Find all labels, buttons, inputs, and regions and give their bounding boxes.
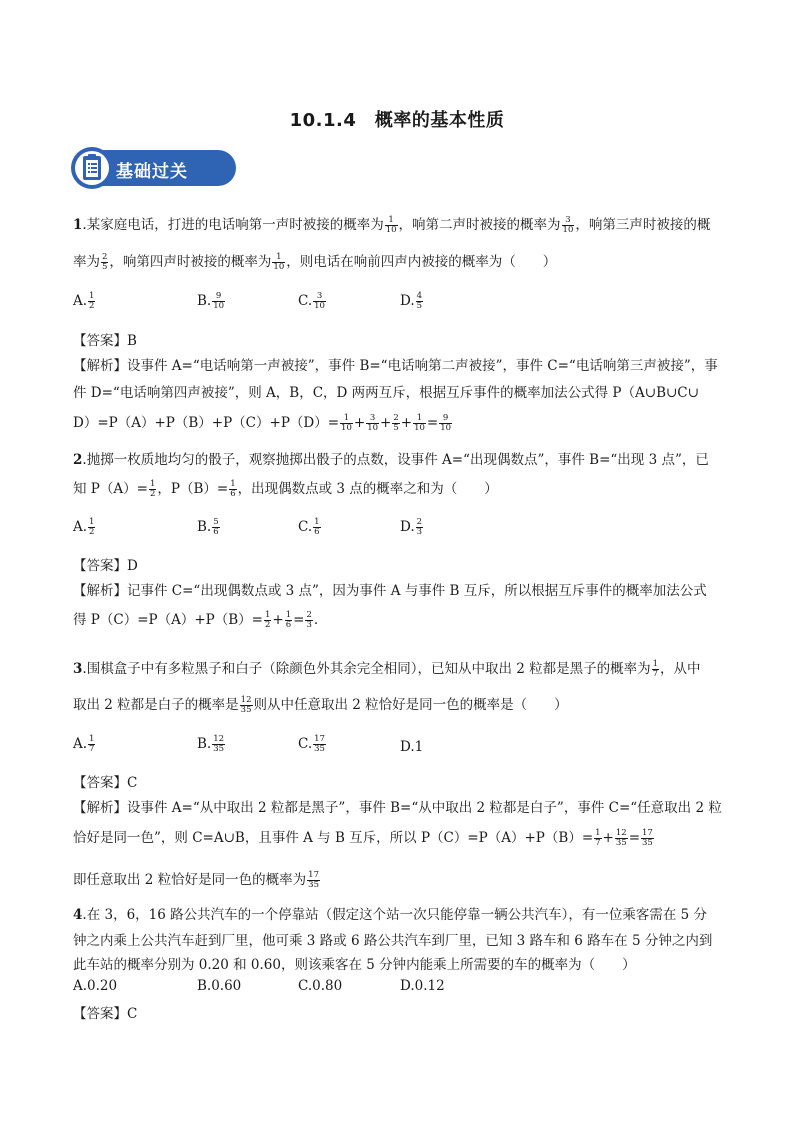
- q1-option-d: D. $\frac{4}{5}$: [400, 291, 423, 311]
- q1-explanation-1: 【解析】设事件 A=“电话响第一声被接”，事件 B=“电话响第二声被接”，事件 C=“电话响第三声被接”，事: [73, 358, 718, 374]
- q3-option-a: A. $\frac{1}{7}$: [73, 734, 95, 754]
- q3-explanation-3: 即任意取出 2 粒恰好是同一色的概率为 $\frac{17}{35}$: [73, 870, 319, 890]
- fraction: $\frac{3}{10}$: [562, 215, 574, 235]
- q1-answer: 【答案】B: [73, 333, 137, 349]
- q3-option-b: B. $\frac{12}{35}$: [197, 734, 225, 754]
- q4-option-d: D.0.12: [400, 978, 445, 994]
- q4-line-2: 钟之内乘上公共汽车赶到厂里，他可乘 3 路或 6 路公共汽车到厂里，已知 3 路车和 6 路车在 5 分钟之内到: [73, 933, 713, 949]
- q4-option-a: A.0.20: [73, 978, 118, 994]
- q2-option-c: C. $\frac{1}{6}$: [298, 517, 320, 537]
- q3-explanation-1: 【解析】设事件 A=“从中取出 2 粒都是黑子”，事件 B=“从中取出 2 粒都是白子”，事件 C=“任意取出 2 粒: [73, 800, 722, 816]
- q2-explanation-1: 【解析】记事件 C=“出现偶数点或 3 点”，因为事件 A 与事件 B 互斥，所以根据互斥事件的概率加法公式: [73, 583, 707, 599]
- q2-option-b: B. $\frac{5}{6}$: [197, 517, 219, 537]
- q2-line-1: 2.抛掷一枚质地均匀的骰子，观察抛掷出骰子的点数，设事件 A=“出现偶数点”，事件 B=“出现 3 点”，已: [73, 452, 709, 468]
- q3-answer: 【答案】C: [73, 775, 138, 791]
- fraction: $\frac{1}{10}$: [385, 215, 397, 235]
- q4-option-b: B.0.60: [197, 978, 242, 994]
- q1-option-b: B. $\frac{9}{10}$: [197, 291, 225, 311]
- q1-explanation-2: 件 D=“电话响第四声被接”，则 A，B，C，D 两两互斥，根据互斥事件的概率加法公式得 P（A∪B∪C∪: [73, 385, 699, 401]
- q2-answer: 【答案】D: [73, 558, 138, 574]
- q3-line-1: 3.围棋盒子中有多粒黑子和白子（除颜色外其余完全相同），已知从中取出 2 粒都是黑子的概率为 $\frac{1}{7}$ ，从中: [73, 659, 701, 679]
- q1-explanation-3: D）=P（A）+P（B）+P（C）+P（D）= $\frac{1}{10}$ + $\frac{3}{10}$ + $\frac{2}{5}$ + $\frac{1}{10}$ = $\frac{9}{10}$: [73, 413, 452, 433]
- q3-line-2: 取出 2 粒都是白子的概率是 $\frac{12}{35}$ 则从中任意取出 2 粒恰好是同一色的概率是（ ）: [73, 695, 568, 715]
- q1-number: 1: [73, 217, 83, 233]
- q4-line-1: 4.在 3，6，16 路公共汽车的一个停靠站（假定这个站一次只能停靠一辆公共汽车），有一位乘客需在 5 分: [73, 907, 708, 923]
- q3-number: 3: [73, 661, 83, 677]
- q4-answer: 【答案】C: [73, 1006, 138, 1022]
- q2-line-2: 知 P（A）= $\frac{1}{2}$ ，P（B）= $\frac{1}{6}$ ，出现偶数点或 3 点的概率之和为（ ）: [73, 479, 498, 499]
- clipboard-icon: [70, 146, 114, 190]
- banner-label: 基础过关: [116, 162, 188, 182]
- q1-line-1: 1.某家庭电话，打进的电话响第一声时被接的概率为 $\frac{1}{10}$ ，响第二声时被接的概率为 $\frac{3}{10}$ ，响第三声时被接的概: [73, 215, 711, 235]
- q2-option-d: D. $\frac{2}{3}$: [400, 517, 423, 537]
- q1-option-c: C. $\frac{3}{10}$: [298, 291, 325, 311]
- q3-option-c: C. $\frac{17}{35}$: [298, 734, 325, 754]
- page-title: 10.1.4 概率的基本性质: [289, 110, 505, 131]
- q4-option-c: C.0.80: [298, 978, 343, 994]
- fraction: $\frac{2}{5}$: [102, 252, 108, 272]
- q2-explanation-2: 得 P（C）=P（A）+P（B）= $\frac{1}{2}$ + $\frac{1}{6}$ = $\frac{2}{3}$ .: [73, 610, 319, 630]
- fraction: $\frac{1}{10}$: [273, 252, 285, 272]
- q3-explanation-2: 恰好是同一色”，则 C=A∪B，且事件 A 与 B 互斥，所以 P（C）=P（A）+P（B）= $\frac{1}{7}$ + $\frac{12}{35}$ = $\frac{17}{35}$: [73, 828, 653, 848]
- q4-line-3: 此车站的概率分别为 0.20 和 0.60，则该乘客在 5 分钟内能乘上所需要的车的概率为（ ）: [73, 957, 636, 973]
- q1-option-a: A. $\frac{1}{2}$: [73, 291, 95, 311]
- q2-option-a: A. $\frac{1}{2}$: [73, 517, 95, 537]
- q3-option-d: D.1: [400, 739, 424, 755]
- q2-number: 2: [73, 452, 83, 468]
- section-banner: [70, 146, 236, 190]
- q4-number: 4: [73, 907, 83, 923]
- q1-line-2: 率为 $\frac{2}{5}$ ，响第四声时被接的概率为 $\frac{1}{10}$ ，则电话在响前四声内被接的概率为（ ）: [73, 252, 557, 272]
